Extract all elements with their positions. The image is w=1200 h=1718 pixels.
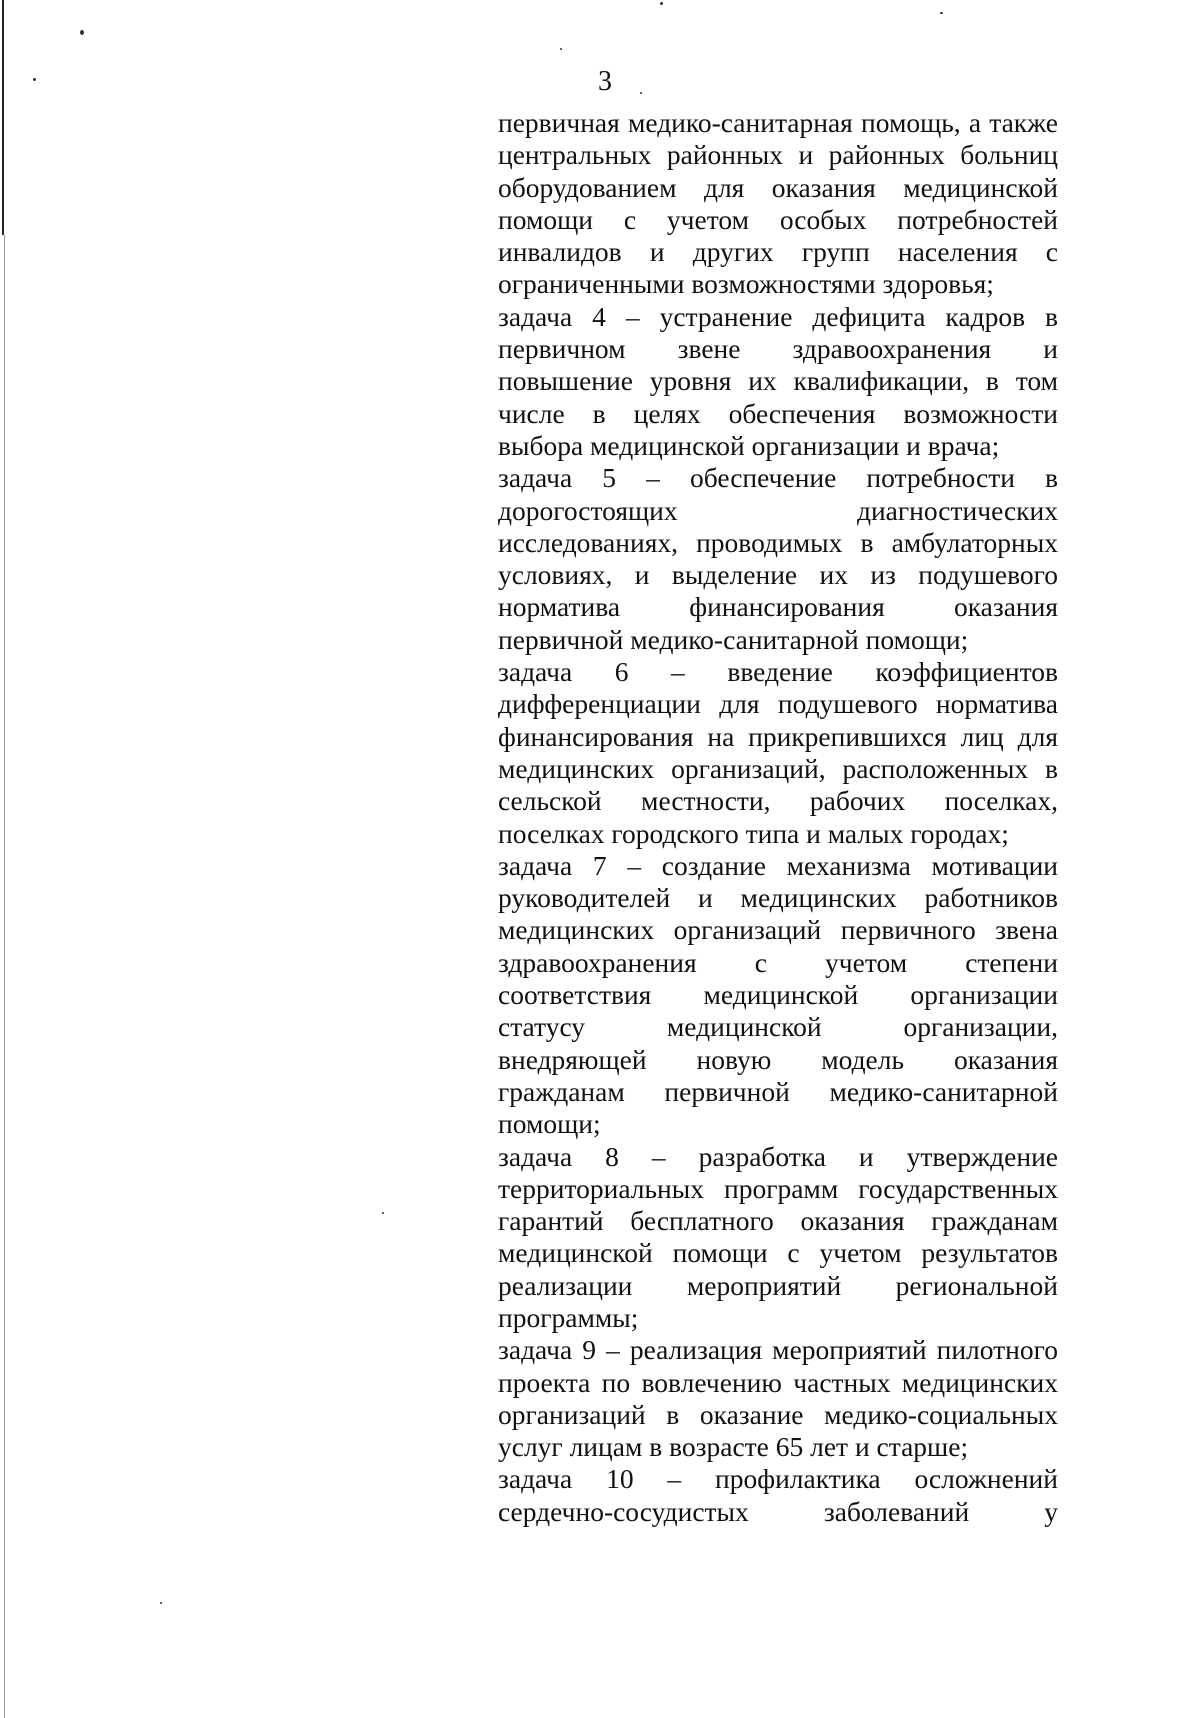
body-text xyxy=(498,107,1058,1528)
paragraph-task-6: задача 6 – введение коэффициентов дифференциации для подушевого норматива финансирования на прикрепившихся лиц для медицинских организаций, расположенных в сельской местности, рабочих поселках, поселках городского типа и малых городах; xyxy=(498,656,1058,849)
paragraph-task-10: задача 10 – профилактика осложнений сердечно-сосудистых заболеваний у xyxy=(498,1463,1058,1527)
scan-speck xyxy=(940,12,943,14)
paragraph-task-3-continuation: первичная медико-санитарная помощь, а также центральных районных и районных больниц оборудованием для оказания медицинской помощи с учетом особых потребностей инвалидов и других групп населения с ограниченными возможностями здоровья; xyxy=(498,107,1058,300)
scan-speck xyxy=(80,30,84,35)
paragraph-task-7: задача 7 – создание механизма мотивации руководителей и медицинских работников медицинских организаций первичного звена здравоохранения с учетом степени соответствия медицинской организации статусу медицинской организации, внедряющей новую модель оказания гражданам первичной медико-санитарной помощи; xyxy=(498,849,1058,1140)
scan-speck xyxy=(33,78,36,81)
scan-border-line-lower xyxy=(4,235,5,1718)
paragraph-task-9: задача 9 – реализация мероприятий пилотного проекта по вовлечению частных медицинских организаций в оказание медико-социальных услуг лицам в возрасте 65 лет и старше; xyxy=(498,1334,1058,1463)
scan-speck xyxy=(382,1212,384,1214)
paragraph-task-8: задача 8 – разработка и утверждение территориальных программ государственных гарантий бесплатного оказания гражданам медицинской помощи с учетом результатов реализации мероприятий региональной программы; xyxy=(498,1140,1058,1333)
paragraph-task-5: задача 5 – обеспечение потребности в дорогостоящих диагностических исследованиях, проводимых в амбулаторных условиях, и выделение их из подушевого норматива финансирования оказания первичной медико-санитарной помощи; xyxy=(498,462,1058,655)
scan-speck xyxy=(160,1602,162,1604)
paragraph-task-4: задача 4 – устранение дефицита кадров в первичном звене здравоохранения и повышение уровня их квалификации, в том числе в целях обеспечения возможности выбора медицинской организации и врача; xyxy=(498,300,1058,461)
scan-speck xyxy=(660,2,663,5)
page-number: 3 xyxy=(598,66,612,97)
scan-speck xyxy=(560,48,562,50)
scan-border-line xyxy=(2,0,4,235)
scan-speck xyxy=(640,92,642,94)
